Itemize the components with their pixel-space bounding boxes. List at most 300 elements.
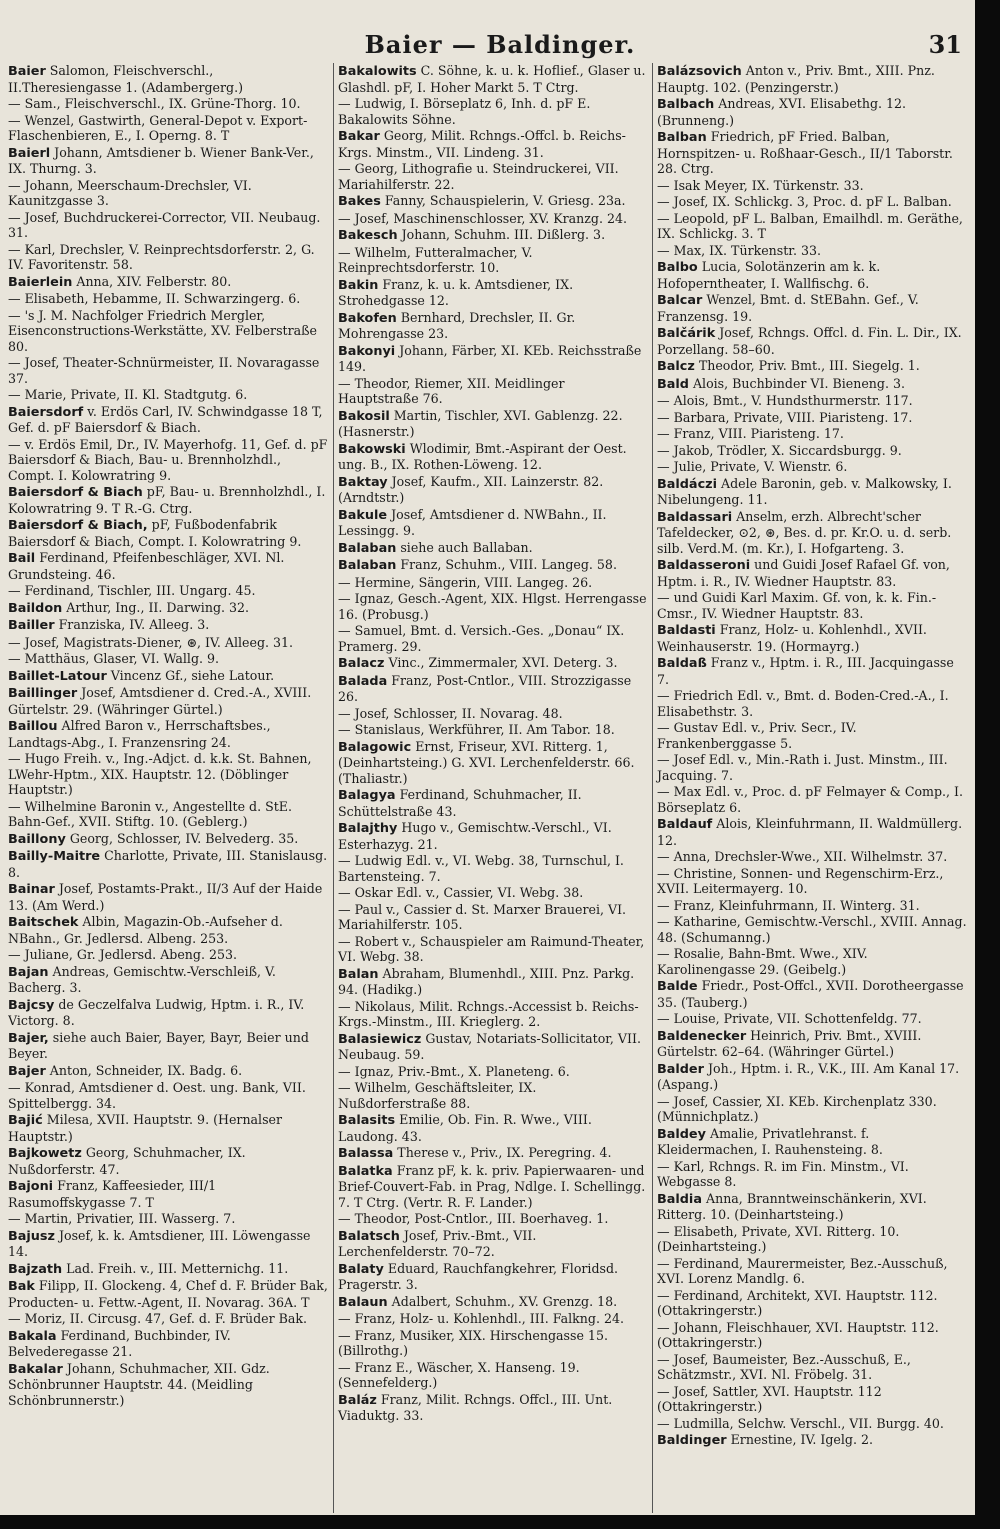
directory-entry — [657, 410, 969, 426]
directory-entry — [657, 178, 969, 194]
entry-surname: Balaban — [338, 540, 397, 556]
entry-text: — Josef, Buchdruckerei-Corrector, VII. Neubaug. 31. — [8, 209, 321, 240]
entry-surname: Bakesch — [338, 228, 398, 243]
entry-text: — Josef, Sattler, XVI. Hauptstr. 112 (Ottakringerstr.) — [657, 1383, 882, 1414]
entry-text: — Martin, Privatier, III. Wasserg. 7. — [8, 1211, 236, 1226]
entry-text: — v. Erdös Emil, Dr., IV. Mayerhofg. 11, Gef. d. pF Baiersdorf & Biach, Bau- u. Brennholzhdl., Compt. I. Kolowratring 9. — [8, 436, 328, 483]
entry-surname: Balajthy — [338, 821, 398, 836]
directory-entry — [8, 145, 328, 177]
directory-entry — [8, 1063, 328, 1080]
entry-surname: Balder — [657, 1061, 704, 1077]
directory-entry — [338, 507, 648, 539]
entry-text: — Theodor, Post-Cntlor., III. Boerhaveg. 1. — [338, 1211, 609, 1226]
entry-text: Friedrich, pF Fried. Balban, Hornspitzen- u. Roßhaar-Gesch., II/1 Taborstr. 28. Ctrg. — [657, 129, 953, 176]
entry-text: — Josef, Baumeister, Bez.-Ausschuß, E., Schätzmstr., XVI. Nl. Fröbelg. 31. — [657, 1351, 911, 1382]
entry-text: — Matthäus, Glaser, VI. Wallg. 9. — [8, 651, 220, 666]
entry-surname: Balaty — [338, 1261, 384, 1277]
directory-entry — [657, 509, 969, 557]
entry-text: Martin, Tischler, XVI. Gablenzg. 22. (Hasnerstr.) — [338, 407, 623, 439]
entry-surname: Bakofen — [338, 310, 397, 326]
directory-entry — [8, 1328, 328, 1360]
directory-entry — [8, 113, 328, 144]
directory-entry — [657, 476, 969, 508]
entry-text: Ferdinand, Pfeifenbeschläger, XVI. Nl. Grundsteing. 46. — [8, 550, 285, 582]
directory-entry — [338, 310, 648, 342]
entry-text: Therese v., Priv., IX. Peregring. 4. — [397, 1145, 612, 1160]
directory-entry — [8, 1211, 328, 1227]
entry-text: v. Erdös Carl, IV. Schwindgasse 18 T, Gef. d. pF Baiersdorf & Biach. — [8, 403, 323, 435]
directory-entry — [657, 1352, 969, 1383]
directory-entry — [8, 718, 328, 750]
entry-surname: Bakosil — [338, 408, 390, 424]
entry-text: — Wenzel, Gastwirth, General-Depot v. Export-Flaschenbieren, E., I. Operng. 8. T — [8, 112, 308, 143]
entry-text: Franz pF, k. k. priv. Papierwaaren- und Brief-Couvert-Fab. in Prag, Ndlge. I. Schellingg. 7. T Ctrg. (Vertr. R. F. Lander.) — [338, 1162, 646, 1210]
entry-text: Anselm, erzh. Albrecht'scher Tafeldecker, ⊙2, ⊛, Bes. d. pr. Kr.O. u. d. serb. silb. Verd.M. (m. Kr.), I. Hofgarteng. 3. — [657, 508, 952, 556]
entry-surname: Balčárik — [657, 326, 716, 341]
entry-text: — Josef Edl. v., Min.-Rath i. Just. Minstm., III. Jacquing. 7. — [657, 752, 948, 783]
directory-entry — [8, 550, 328, 582]
entry-surname: Bak — [8, 1279, 35, 1294]
directory-entry — [8, 600, 328, 617]
directory-entry — [338, 1328, 648, 1359]
directory-entry — [8, 1145, 328, 1177]
directory-entry — [657, 978, 969, 1010]
entry-surname: Baldinger — [657, 1433, 727, 1448]
entry-text: siehe auch Baier, Bayer, Bayr, Beier und Beyer. — [8, 1029, 309, 1061]
entry-text: — Max Edl. v., Proc. d. pF Felmayer & Comp., I. Börseplatz 6. — [657, 784, 964, 815]
entry-text: — Jakob, Trödler, X. Siccardsburgg. 9. — [657, 442, 902, 458]
entry-text: — und Guidi Karl Maxim. Gf. von, k. k. Fin.-Cmsr., IV. Wiedner Hauptstr. 83. — [657, 590, 937, 621]
entry-surname: Balaun — [338, 1294, 388, 1310]
entry-text: Georg, Schlosser, IV. Belvederg. 35. — [69, 830, 299, 846]
directory-entry — [8, 1228, 328, 1260]
directory-entry — [338, 885, 648, 901]
entry-text: Amalie, Privatlehranst. f. Kleidermachen, I. Rauhensteing. 8. — [657, 1125, 883, 1157]
directory-entry — [338, 474, 648, 506]
entry-text: Anton, Schneider, IX. Badg. 6. — [49, 1062, 243, 1078]
entry-surname: Bakalowits — [338, 64, 417, 79]
entry-text: — Julie, Private, V. Wienstr. 6. — [657, 459, 848, 474]
entry-surname: Bajer — [8, 1063, 46, 1079]
directory-entry — [338, 1145, 648, 1162]
entry-text: Franz, Schuhm., VIII. Langeg. 58. — [400, 557, 617, 572]
column-3 — [652, 63, 969, 1513]
entry-text: — Friedrich Edl. v., Bmt. d. Boden-Cred.-A., I. Elisabethstr. 3. — [657, 688, 949, 719]
entry-text: Ferdinand, Buchbinder, IV. Belvederegasse 21. — [8, 1327, 231, 1359]
entry-surname: Bailly-Maitre — [8, 849, 101, 864]
directory-entry — [8, 96, 328, 112]
entry-surname: Balbach — [657, 97, 715, 112]
entry-text: pF, Bau- u. Brennholzhdl., I. Kolowratring 9. T R.-G. Ctrg. — [8, 484, 326, 516]
directory-entry — [8, 210, 328, 241]
entry-text: — Ferdinand, Tischler, III. Ungarg. 45. — [8, 583, 256, 598]
directory-entry — [338, 787, 648, 819]
entry-text: Ferdinand, Schuhmacher, II. Schüttelstraße 43. — [338, 787, 582, 819]
directory-entry — [657, 1320, 969, 1351]
entry-text: Hugo v., Gemischtw.-Verschl., VI. Esterhazyg. 21. — [338, 820, 612, 852]
directory-entry — [657, 1028, 969, 1060]
directory-entry — [338, 193, 648, 210]
entry-text: Andreas, XVI. Elisabethg. 12. (Brunneng.) — [657, 96, 907, 128]
entry-text: Franz v., Hptm. i. R., III. Jacquingasse 7. — [657, 655, 954, 687]
page-header — [0, 30, 1000, 64]
entry-text: — Franz, Kleinfuhrmann, II. Winterg. 31. — [657, 897, 920, 913]
entry-text: Theodor, Priv. Bmt., III. Siegelg. 1. — [698, 358, 920, 373]
entry-surname: Bajić — [8, 1113, 43, 1128]
entry-surname: Balasiewicz — [338, 1031, 422, 1047]
directory-entry — [8, 1361, 328, 1409]
entry-surname: Bald — [657, 376, 689, 392]
directory-entry — [8, 1278, 328, 1310]
directory-entry — [338, 211, 648, 227]
entry-surname: Bakes — [338, 194, 381, 209]
entry-text: Albin, Magazin-Ob.-Aufseher d. NBahn., Gr. Jedlersd. Albeng. 253. — [8, 914, 283, 946]
entry-text: — Franz E., Wäscher, X. Hanseng. 19. (Sennefelderg.) — [338, 1359, 580, 1390]
column-1 — [8, 63, 328, 1513]
entry-text: Ernestine, IV. Igelg. 2. — [730, 1432, 873, 1447]
entry-text: — Katharine, Gemischtw.-Verschl., XVIII. Annag. 48. (Schumanng.) — [657, 914, 967, 945]
directory-entry — [657, 784, 969, 815]
directory-entry — [657, 325, 969, 357]
entry-text: — Wilhelmine Baronin v., Angestellte d. StE. Bahn-Gef., XVII. Stiftg. 10. (Geblerg.) — [8, 798, 292, 829]
entry-surname: Bajan — [8, 964, 49, 980]
directory-entry — [338, 557, 648, 574]
entry-text: Josef, Amtsdiener d. Cred.-A., XVIII. Gürtelstr. 29. (Währinger Gürtel.) — [8, 685, 312, 717]
entry-text: Franz, Kaffeesieder, III/1 Rasumoffskygasse 7. T — [8, 1178, 217, 1210]
entry-text: — Elisabeth, Hebamme, II. Schwarzingerg. 6. — [8, 291, 301, 306]
entry-surname: Balde — [657, 979, 698, 994]
entry-text: Eduard, Rauchfangkehrer, Floridsd. Pragerstr. 3. — [338, 1260, 619, 1292]
directory-entry — [338, 128, 648, 160]
directory-entry — [657, 1432, 969, 1449]
entry-text: Filipp, II. Glockeng. 4, Chef d. F. Brüder Bak, Producten- u. Fettw.-Agent, II. Novarag. 36A. T — [8, 1278, 328, 1310]
directory-entry — [338, 739, 648, 787]
entry-text: — Georg, Lithografie u. Steindruckerei, VII. Mariahilferstr. 22. — [338, 161, 619, 192]
entry-surname: Bajoni — [8, 1179, 54, 1194]
entry-text: — Ignaz, Gesch.-Agent, XIX. Hlgst. Herrengasse 16. (Probusg.) — [338, 591, 647, 622]
entry-text: Adele Baronin, geb. v. Malkowsky, I. Nibelungeng. 11. — [657, 475, 952, 507]
entry-surname: Balaban — [338, 558, 397, 573]
directory-entry — [8, 685, 328, 717]
directory-entry — [657, 720, 969, 751]
directory-entry — [8, 63, 328, 95]
entry-surname: Bajer, — [8, 1030, 49, 1046]
entry-surname: Baiersdorf — [8, 404, 84, 420]
entry-text: — Nikolaus, Milit. Rchngs.-Accessist b. Reichs-Krgs.-Minstm., III. Krieglerg. 2. — [338, 998, 639, 1029]
directory-entry — [338, 999, 648, 1030]
directory-entry — [338, 1392, 648, 1424]
entry-text: Adalbert, Schuhm., XV. Grenzg. 18. — [391, 1293, 618, 1309]
directory-entry — [657, 443, 969, 459]
directory-entry — [657, 1191, 969, 1223]
directory-entry — [338, 853, 648, 884]
entry-text: Emilie, Ob. Fin. R. Wwe., VIII. Laudong. 43. — [338, 1112, 592, 1144]
entry-text: Josef, Amtsdiener d. NWBahn., II. Lessingg. 9. — [338, 506, 607, 538]
directory-entry — [657, 946, 969, 977]
directory-entry — [8, 799, 328, 830]
directory-entry — [338, 1064, 648, 1080]
entry-text: — Johann, Meerschaum-Drechsler, VI. Kaunitzgasse 3. — [8, 177, 252, 208]
entry-text: — Oskar Edl. v., Cassier, VI. Webg. 38. — [338, 885, 584, 900]
directory-entry — [657, 459, 969, 475]
directory-entry — [657, 243, 969, 259]
entry-text: — Franz, Musiker, XIX. Hirschengasse 15. (Billrothg.) — [338, 1327, 608, 1358]
directory-entry — [8, 668, 328, 685]
entry-text: Josef, Postamts-Prakt., II/3 Auf der Haide 13. (Am Werd.) — [8, 881, 323, 913]
scan-border-right — [975, 0, 1000, 1529]
directory-entry — [8, 617, 328, 634]
entry-text: — Ferdinand, Architekt, XVI. Hauptstr. 112. (Ottakringerstr.) — [657, 1287, 938, 1318]
directory-entry — [657, 849, 969, 865]
entry-text: Johann, Färber, XI. KEb. Reichsstraße 149. — [338, 342, 642, 374]
entry-text: Josef, Rchngs. Offcl. d. Fin. L. Dir., IX. Porzellang. 58–60. — [657, 325, 962, 357]
directory-entry — [338, 966, 648, 998]
entry-surname: Baldia — [657, 1191, 702, 1207]
entry-surname: Balatka — [338, 1163, 393, 1179]
entry-surname: Baitschek — [8, 915, 79, 930]
directory-entry — [8, 1178, 328, 1210]
entry-surname: Balázsovich — [657, 64, 742, 79]
directory-entry — [338, 722, 648, 738]
entry-text: Franz, Holz- u. Kohlenhdl., XVII. Weinhauserstr. 19. (Hormayrg.) — [657, 622, 927, 654]
entry-text: — Karl, Drechsler, V. Reinprechtsdorferstr. 2, G. IV. Favoritenstr. 58. — [8, 241, 315, 272]
directory-entry — [657, 816, 969, 848]
directory-entry — [338, 820, 648, 852]
entry-surname: Baillet-Latour — [8, 668, 107, 684]
directory-entry — [8, 831, 328, 848]
entry-surname: Baláz — [338, 1392, 377, 1408]
entry-surname: Balasits — [338, 1113, 396, 1128]
entry-text: Bernhard, Drechsler, II. Gr. Mohrengasse 23. — [338, 309, 576, 341]
entry-text: — Ludwig, I. Börseplatz 6, Inh. d. pF E. Bakalowits Söhne. — [338, 96, 591, 127]
directory-entry — [657, 63, 969, 95]
directory-entry — [657, 1416, 969, 1432]
directory-entry — [338, 623, 648, 654]
directory-entry — [338, 96, 648, 127]
directory-entry — [338, 161, 648, 192]
entry-text: — Louise, Private, VII. Schottenfeldg. 77. — [657, 1011, 922, 1026]
directory-entry — [338, 376, 648, 407]
directory-entry — [338, 540, 648, 557]
directory-entry — [8, 997, 328, 1029]
entry-text: Heinrich, Priv. Bmt., XVIII. Gürtelstr. 62–64. (Währinger Gürtel.) — [657, 1027, 922, 1059]
entry-text: Lucia, Solotänzerin am k. k. Hofoperntheater, I. Wallfischg. 6. — [657, 259, 881, 291]
directory-entry — [657, 590, 969, 621]
directory-entry — [8, 387, 328, 403]
entry-surname: Baldassari — [657, 509, 733, 525]
entry-text: Georg, Schuhmacher, IX. Nußdorferstr. 47. — [8, 1145, 246, 1177]
directory-entry — [8, 1261, 328, 1278]
entry-text: — Ferdinand, Maurermeister, Bez.-Ausschuß, XVI. Lorenz Mandlg. 6. — [657, 1255, 948, 1286]
directory-entry — [8, 484, 328, 516]
running-head: Baier — Baldinger. — [364, 30, 636, 59]
column-2 — [333, 63, 648, 1513]
entry-text: Salomon, Fleischverschl., II.Theresiengasse 1. (Adambergerg.) — [8, 63, 243, 95]
entry-surname: Baldasti — [657, 623, 716, 638]
page-number: 31 — [928, 30, 962, 59]
directory-entry — [338, 408, 648, 440]
entry-surname: Baillou — [8, 719, 58, 734]
entry-surname: Baldey — [657, 1126, 706, 1142]
entry-surname: Bailler — [8, 618, 55, 633]
entry-surname: Balcar — [657, 293, 703, 308]
entry-surname: Bakonyi — [338, 343, 396, 359]
directory-entry — [657, 898, 969, 914]
entry-text: Vincenz Gf., siehe Latour. — [110, 667, 275, 683]
entry-text: — Sam., Fleischverschl., IX. Grüne-Thorg. 10. — [8, 96, 301, 111]
entry-text: siehe auch Ballaban. — [400, 539, 533, 555]
entry-text: Alois, Buchbinder VI. Bieneng. 3. — [692, 375, 905, 391]
directory-entry — [8, 404, 328, 436]
entry-text: — Moriz, II. Circusg. 47, Gef. d. F. Brüder Bak. — [8, 1311, 308, 1326]
entry-text: Lad. Freih. v., III. Metternichg. 11. — [66, 1260, 289, 1276]
entry-text: — Josef, Maschinenschlosser, XV. Kranzg. 24. — [338, 210, 627, 226]
entry-text: — Gustav Edl. v., Priv. Secr., IV. Frankenberggasse 5. — [657, 720, 857, 751]
entry-surname: Baier — [8, 64, 46, 79]
entry-text: — Samuel, Bmt. d. Versich.-Ges. „Donau“ IX. Pramerg. 29. — [338, 623, 625, 654]
entry-surname: Baldauf — [657, 817, 713, 832]
entry-surname: Baiersdorf & Biach — [8, 485, 143, 500]
entry-text: Gustav, Notariats-Sollicitator, VII. Neubaug. 59. — [338, 1030, 641, 1062]
entry-text: — Ignaz, Priv.-Bmt., X. Planeteng. 6. — [338, 1063, 570, 1079]
entry-surname: Bakar — [338, 129, 380, 144]
directory-entry — [657, 866, 969, 897]
directory-entry — [338, 1228, 648, 1260]
entry-surname: Baiersdorf & Biach, — [8, 518, 148, 533]
entry-text: — Wilhelm, Geschäftsleiter, IX. Nußdorferstraße 88. — [338, 1080, 537, 1111]
entry-surname: Baldenecker — [657, 1028, 747, 1044]
directory-entry — [8, 751, 328, 798]
entry-text: de Geczelfalva Ludwig, Hptm. i. R., IV. Victorg. 8. — [8, 996, 305, 1028]
entry-surname: Baierl — [8, 145, 51, 161]
entry-text: — Elisabeth, Private, XVI. Ritterg. 10. (Deinhartsteing.) — [657, 1223, 900, 1254]
entry-text: — Karl, Rchngs. R. im Fin. Minstm., VI. Webgasse 8. — [657, 1158, 909, 1189]
entry-text: Alois, Kleinfuhrmann, II. Waldmüllerg. 12. — [657, 816, 963, 848]
directory-entry — [657, 194, 969, 210]
directory-entry — [657, 292, 969, 324]
entry-text: — Leopold, pF L. Balban, Emailhdl. m. Geräthe, IX. Schlickg. 3. T — [657, 210, 963, 241]
entry-surname: Baierlein — [8, 274, 73, 290]
directory-entry — [657, 1256, 969, 1287]
entry-text: Wlodimir, Bmt.-Aspirant der Oest. ung. B., IX. Rothen-Löweng. 12. — [338, 440, 627, 472]
directory-entry — [8, 308, 328, 355]
directory-entry — [338, 227, 648, 244]
entry-surname: Bail — [8, 551, 36, 566]
entry-text: — Juliane, Gr. Jedlersd. Abeng. 253. — [8, 947, 238, 962]
directory-entry — [338, 343, 648, 375]
entry-text: — Anna, Drechsler-Wwe., XII. Wilhelmstr. 37. — [657, 849, 948, 864]
entry-text: Franz, Post-Cntlor., VIII. Strozzigasse 26. — [338, 672, 632, 704]
directory-entry — [338, 902, 648, 933]
entry-surname: Balada — [338, 673, 388, 689]
entry-surname: Balagya — [338, 788, 396, 803]
entry-text: Anton v., Priv. Bmt., XIII. Pnz. Hauptg. 102. (Penzingerstr.) — [657, 63, 935, 95]
directory-entry — [338, 1080, 648, 1111]
directory-entry — [338, 706, 648, 722]
directory-entry — [8, 635, 328, 651]
entry-text: Franz, Milit. Rchngs. Offcl., III. Unt. Viaduktg. 33. — [338, 1391, 613, 1423]
entry-surname: Baildon — [8, 600, 63, 616]
directory-entry — [338, 934, 648, 965]
entry-text: Arthur, Ing., II. Darwing. 32. — [66, 599, 250, 615]
entry-text: — Ludmilla, Selchw. Verschl., VII. Burgg. 40. — [657, 1415, 944, 1431]
entry-text: Ernst, Friseur, XVI. Ritterg. 1, (Deinhartsteing.) G. XVI. Lerchenfelderstr. 66. (Thaliastr.) — [338, 738, 635, 786]
entry-text: Alfred Baron v., Herrschaftsbes., Landtags-Abg., I. Franzensring 24. — [8, 718, 271, 750]
directory-entry — [8, 517, 328, 549]
entry-text: Johann, Schuhmacher, XII. Gdz. Schönbrunner Hauptstr. 44. (Meidling Schönbrunnerstr.) — [8, 1360, 270, 1408]
directory-entry — [657, 1159, 969, 1190]
entry-text: — Ludwig Edl. v., VI. Webg. 38, Turnschul, I. Bartensteing. 7. — [338, 853, 624, 884]
entry-surname: Bajkowetz — [8, 1146, 82, 1161]
entry-surname: Balcz — [657, 359, 695, 374]
directory-entry — [8, 274, 328, 291]
directory-entry — [338, 441, 648, 473]
entry-text: Franz, k. u. k. Amtsdiener, IX. Strohedgasse 12. — [338, 276, 574, 308]
directory-entry — [8, 964, 328, 996]
entry-text: Charlotte, Private, III. Stanislausg. 8. — [8, 848, 328, 880]
directory-entry — [657, 376, 969, 393]
entry-text: Andreas, Gemischtw.-Verschleiß, V. Bacherg. 3. — [8, 963, 276, 995]
directory-entry — [338, 277, 648, 309]
entry-surname: Balagowic — [338, 739, 412, 755]
entry-surname: Baldaß — [657, 656, 707, 671]
entry-text: — Wilhelm, Futteralmacher, V. Reinprechtsdorferstr. 10. — [338, 244, 533, 275]
directory-entry — [338, 575, 648, 591]
directory-entry — [657, 1011, 969, 1027]
entry-text: Fanny, Schauspielerin, V. Griesg. 23a. — [384, 193, 626, 208]
directory-entry — [338, 1163, 648, 1211]
entry-text: — Josef, Schlosser, II. Novarag. 48. — [338, 705, 563, 721]
entry-surname: Bajusz — [8, 1228, 55, 1244]
entry-text: — Josef, Theater-Schnürmeister, II. Novaragasse 37. — [8, 355, 320, 386]
entry-text: — Christine, Sonnen- und Regenschirm-Erz., XVII. Leitermayerg. 10. — [657, 865, 944, 896]
directory-entry — [657, 914, 969, 945]
entry-surname: Bainar — [8, 882, 55, 897]
entry-text: Joh., Hptm. i. R., V.K., III. Am Kanal 17. (Aspang.) — [657, 1060, 960, 1092]
entry-surname: Balatsch — [338, 1228, 400, 1244]
directory-entry — [8, 1112, 328, 1144]
entry-text: Josef, Priv.-Bmt., VII. Lerchenfelderstr. 70–72. — [338, 1227, 537, 1259]
entry-surname: Baktay — [338, 474, 388, 490]
directory-entry — [8, 1080, 328, 1111]
directory-entry — [8, 583, 328, 599]
directory-entry — [338, 591, 648, 622]
directory-entry — [657, 557, 969, 589]
entry-text: Georg, Milit. Rchngs.-Offcl. b. Reichs-Krgs. Minstm., VII. Lindeng. 31. — [338, 128, 626, 160]
directory-entry — [657, 752, 969, 783]
directory-entry — [338, 1112, 648, 1144]
entry-surname: Bakalar — [8, 1361, 63, 1377]
directory-entry — [657, 358, 969, 375]
entry-text: — Josef, Cassier, XI. KEb. Kirchenplatz 330. (Münnichplatz.) — [657, 1093, 937, 1124]
entry-surname: Baillony — [8, 831, 66, 847]
directory-entry — [338, 673, 648, 705]
directory-entry — [657, 1288, 969, 1319]
directory-entry — [8, 651, 328, 667]
entry-surname: Baldáczi — [657, 476, 717, 492]
directory-entry — [657, 655, 969, 687]
directory-entry — [338, 1294, 648, 1311]
entry-surname: Bakala — [8, 1328, 57, 1344]
directory-entry — [8, 848, 328, 880]
entry-surname: Bakin — [338, 277, 379, 293]
entry-text: Vinc., Zimmermaler, XVI. Deterg. 3. — [388, 655, 618, 670]
directory-entry — [8, 914, 328, 946]
directory-entry — [8, 1311, 328, 1327]
directory-entry — [8, 355, 328, 386]
directory-entry — [8, 1030, 328, 1062]
entry-text: — Theodor, Riemer, XII. Meidlinger Hauptstraße 76. — [338, 375, 565, 406]
